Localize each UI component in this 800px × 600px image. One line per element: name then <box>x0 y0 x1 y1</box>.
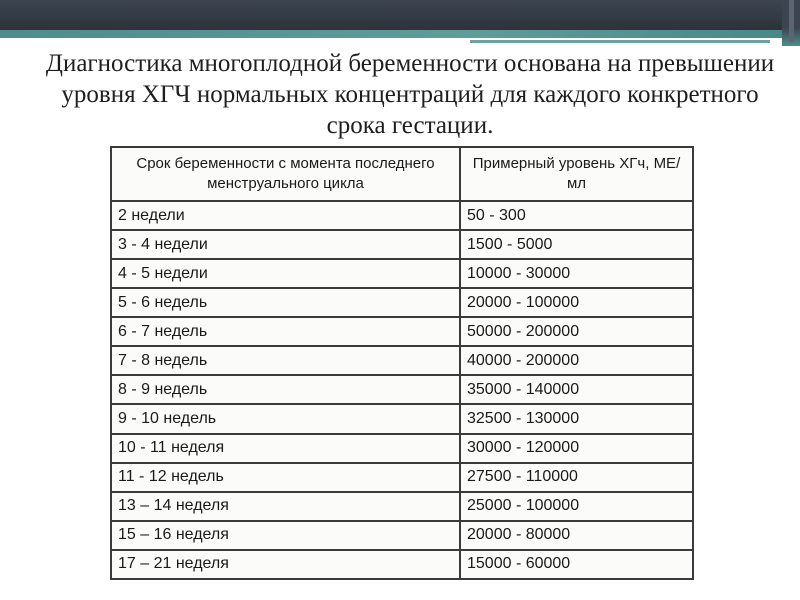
cell-hcg-level: 10000 - 30000 <box>460 259 693 288</box>
cell-hcg-level: 27500 - 110000 <box>460 463 693 492</box>
table-row <box>111 317 693 346</box>
cell-hcg-level: 32500 - 130000 <box>460 404 693 433</box>
header-accent-line <box>470 40 770 43</box>
corner-decoration <box>782 0 800 46</box>
cell-hcg-level: 40000 - 200000 <box>460 346 693 375</box>
cell-hcg-level: 30000 - 120000 <box>460 434 693 463</box>
table-row <box>111 404 693 433</box>
cell-hcg-level: 15000 - 60000 <box>460 550 693 579</box>
cell-gestation: 2 недели <box>111 201 460 230</box>
table-row <box>111 230 693 259</box>
cell-gestation: 4 - 5 недели <box>111 259 460 288</box>
cell-hcg-level: 20000 - 80000 <box>460 521 693 550</box>
cell-gestation: 11 - 12 недель <box>111 463 460 492</box>
hcg-table-container <box>110 146 694 580</box>
header-bar <box>0 0 782 30</box>
cell-hcg-level: 50000 - 200000 <box>460 317 693 346</box>
cell-gestation: 7 - 8 недель <box>111 346 460 375</box>
hcg-table <box>110 146 694 580</box>
corner-decoration-inner <box>789 0 794 42</box>
cell-hcg-level: 35000 - 140000 <box>460 375 693 404</box>
column-header-gestation: Срок беременности с момента последнего менструального цикла <box>111 147 460 201</box>
cell-gestation: 6 - 7 недель <box>111 317 460 346</box>
cell-gestation: 5 - 6 недель <box>111 288 460 317</box>
slide-title: Диагностика многоплодной беременности основана на превышении уровня ХГЧ нормальных концентраций для каждого конкретного срока гестации. <box>45 50 775 139</box>
column-header-hcg-level: Примерный уровень ХГч, МЕ/мл <box>460 147 693 201</box>
cell-hcg-level: 25000 - 100000 <box>460 492 693 521</box>
cell-gestation: 17 – 21 неделя <box>111 550 460 579</box>
cell-hcg-level: 50 - 300 <box>460 201 693 230</box>
cell-gestation: 9 - 10 недель <box>111 404 460 433</box>
table-header-row <box>111 147 693 201</box>
cell-gestation: 8 - 9 недель <box>111 375 460 404</box>
cell-hcg-level: 1500 - 5000 <box>460 230 693 259</box>
cell-gestation: 3 - 4 недели <box>111 230 460 259</box>
table-row <box>111 434 693 463</box>
cell-gestation: 15 – 16 неделя <box>111 521 460 550</box>
table-row <box>111 375 693 404</box>
table-row <box>111 521 693 550</box>
table-row <box>111 463 693 492</box>
table-row <box>111 550 693 579</box>
cell-gestation: 13 – 14 неделя <box>111 492 460 521</box>
header-accent-stripe <box>0 30 782 38</box>
table-row <box>111 259 693 288</box>
table-row <box>111 201 693 230</box>
cell-hcg-level: 20000 - 100000 <box>460 288 693 317</box>
cell-gestation: 10 - 11 неделя <box>111 434 460 463</box>
table-row <box>111 346 693 375</box>
table-row <box>111 288 693 317</box>
table-row <box>111 492 693 521</box>
